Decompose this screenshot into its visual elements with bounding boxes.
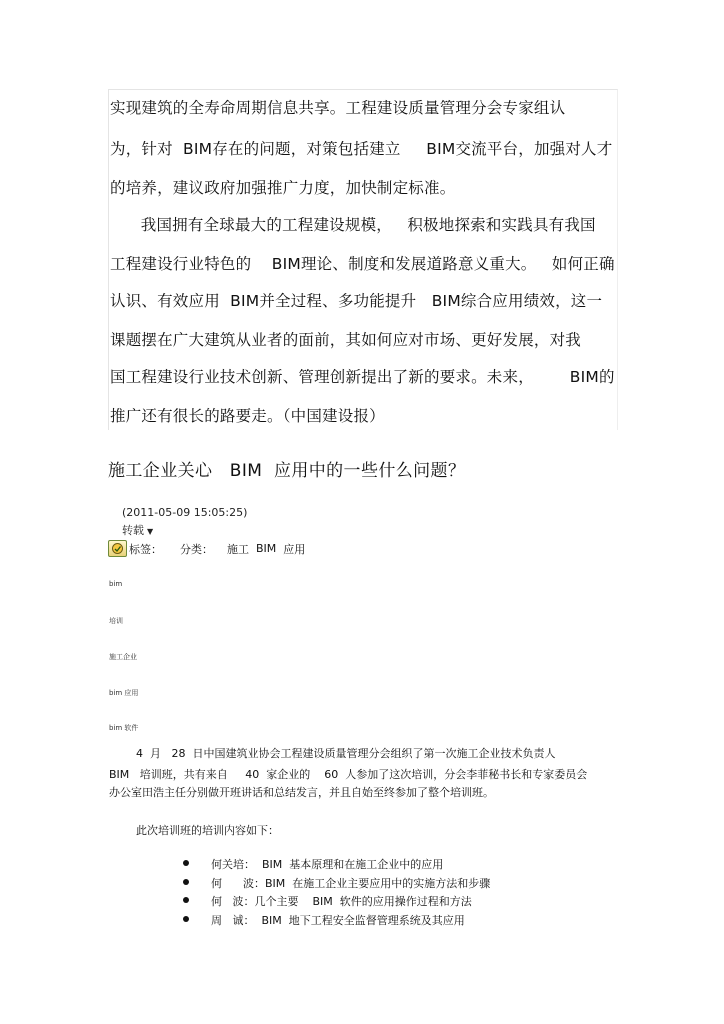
tag-row (108, 540, 312, 557)
tag-link[interactable]: bim 应用 (109, 689, 139, 697)
article-paragraph: 4 月 28 日中国建筑业协会工程建设质量管理分会组织了第一次施工企业技术负责人 (136, 747, 556, 760)
repost-menu[interactable] (122, 522, 153, 538)
category-link[interactable]: 应用 (283, 542, 306, 556)
list-item-text: 何 波：几个主要 BIM 软件的应用操作过程和方法 (211, 895, 472, 909)
dropdown-arrow-icon: ▼ (147, 527, 154, 536)
intro-line: 课题摆在广大建筑从业者的面前，其如何应对市场、更好发展，对我 (110, 331, 582, 349)
category-link[interactable]: 施工 (227, 542, 249, 556)
bullet-icon (183, 916, 189, 922)
tag-link[interactable]: bim 软件 (109, 724, 139, 732)
list-item-text: 周 诚： BIM 地下工程安全监督管理系统及其应用 (211, 914, 465, 928)
intro-line: 我国拥有全球最大的工程建设规模， 积极地探索和实践具有我国 (110, 216, 596, 234)
article-title: 施工企业关心 BIM 应用中的一些什么问题？ (108, 461, 466, 481)
category-label: 分类： (180, 542, 213, 556)
intro-line: 实现建筑的全寿命周期信息共享。工程建设质量管理分会专家组认 (110, 99, 566, 117)
tag-label: 标签： (129, 542, 162, 556)
list-item (183, 856, 490, 875)
category-link[interactable]: BIM (256, 542, 277, 555)
bullet-icon (183, 897, 189, 903)
intro-line: 推广还有很长的路要走。（中国建设报） (110, 407, 385, 425)
intro-line: 工程建设行业特色的 BIM理论、制度和发展道路意义重大。 如何正确 (110, 255, 615, 273)
repost-label: 转载 (122, 524, 144, 537)
tag-link[interactable]: 施工企业 (109, 653, 137, 661)
tag-icon (108, 540, 127, 557)
article-paragraph: BIM 培训班，共有来自 40 家企业的 60 人参加了这次培训，分会李菲秘书长和专家委员会 (109, 768, 588, 781)
list-item (183, 875, 490, 894)
tag-link[interactable]: 培训 (109, 617, 123, 625)
list-item (183, 893, 490, 912)
bullet-icon (183, 879, 189, 885)
post-timestamp: (2011-05-09 15:05:25) (122, 506, 248, 519)
tag-link[interactable]: bim (109, 580, 123, 588)
intro-line: 的培养，建议政府加强推广力度，加快制定标准。 (110, 179, 456, 197)
intro-line: 认识、有效应用 BIM并全过程、多功能提升 BIM综合应用绩效，这一 (110, 292, 603, 310)
article-paragraph: 办公室田浩主任分别做开班讲话和总结发言，并且自始至终参加了整个培训班。 (109, 786, 494, 799)
training-content-list (183, 856, 490, 931)
list-item (183, 912, 490, 931)
intro-line: 国工程建设行业技术创新、管理创新提出了新的要求。未来， BIM的 (110, 368, 615, 386)
intro-line: 为，针对 BIM存在的问题，对策包括建立 BIM交流平台，加强对人才 (110, 140, 613, 158)
list-item-text: 何关培： BIM 基本原理和在施工企业中的应用 (211, 858, 444, 871)
list-item-text: 何 波：BIM 在施工企业主要应用中的实施方法和步骤 (211, 876, 491, 890)
bullet-icon (183, 860, 189, 866)
article-paragraph: 此次培训班的培训内容如下： (136, 824, 279, 837)
